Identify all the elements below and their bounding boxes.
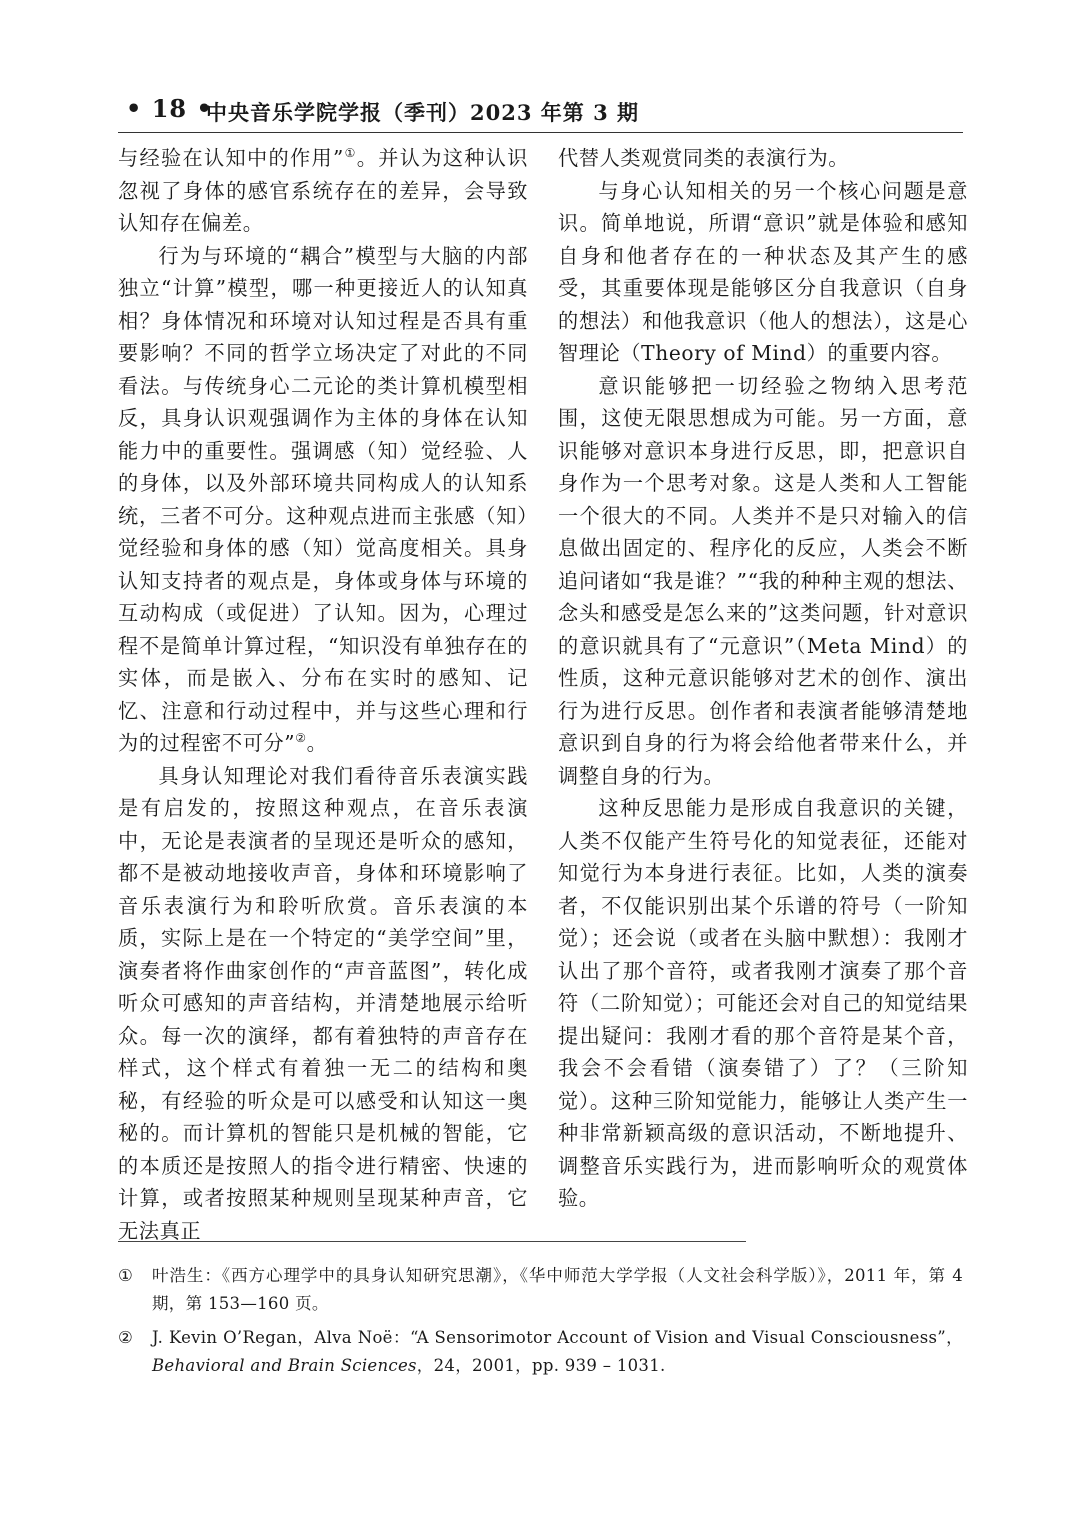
footnote-mark: ② [118, 1328, 134, 1347]
paragraph-text: 行为与环境的“耦合”模型与大脑的内部独立“计算”模型，哪一种更接近人的认知真相？身体情况和环境对认知过程是否具有重要影响？不同的哲学立场决定了对此的不同看法。与传统身心二元论的类计算机模型相反，具身认识观强调作为主体的身体在认知能力中的重要性。强调感（知）觉经验、人的身体，以及外部环境共同构成人的认知系统，三者不可分。这种观点进而主张感（知）觉经验和身体的感（知）觉高度相关。具身认知支持者的观点是，身体或身体与环境的互动构成（或促进）了认知。因为，心理过程不是简单计算过程，“知识没有单独存在的实体，而是嵌入、分布在实时的感知、记忆、注意和行动过程中，并与这些心理和行为的过程密不可分” [118, 243, 528, 755]
footnote-ref[interactable]: ② [295, 731, 307, 745]
paragraph: 与身心认知相关的另一个核心问题是意识。简单地说，所谓“意识”就是体验和感知自身和他者存在的一种状态及其产生的感受，其重要体现是能够区分自我意识（自身的想法）和他我意识（他人的想法），这是心智理论（Theory of Mind）的重要内容。 [558, 178, 968, 365]
right-column [558, 142, 968, 1215]
running-header [118, 92, 963, 133]
footnote-ref[interactable]: ① [343, 146, 357, 160]
paragraph [118, 142, 528, 240]
paragraph-text: 。 [306, 731, 328, 755]
page-number: • 18 • [126, 94, 213, 123]
paragraph-text: 与经验在认知中的作用” [118, 146, 344, 170]
paragraph [118, 240, 528, 760]
footnote [118, 1262, 963, 1318]
left-column [118, 142, 528, 1247]
footnote-text: 叶浩生：《西方心理学中的具身认知研究思潮》，《华中师范大学学报（人文社会科学版）》，2011 年，第 4 期，第 153—160 页。 [152, 1266, 963, 1313]
paragraph: 意识能够把一切经验之物纳入思考范围，这使无限思想成为可能。另一方面，意识能够对意识本身进行反思，即，把意识自身作为一个思考对象。这是人类和人工智能一个很大的不同。人类并不是只对输入的信息做出固定的、程序化的反应，人类会不断追问诸如“我是谁？”“我的种种主观的想法、念头和感受是怎么来的”这类问题，针对意识的意识就具有了“元意识”（Meta Mind）的性质，这种元意识能够对艺术的创作、演出行为进行反思。创作者和表演者能够清楚地意识到自身的行为将会给他者带来什么，并调整自身的行为。 [558, 373, 968, 788]
footnote [118, 1324, 963, 1380]
journal-title: 中央音乐学院学报（季刊）2023 年第 3 期 [206, 100, 639, 125]
paragraph: 具身认知理论对我们看待音乐表演实践是有启发的，按照这种观点，在音乐表演中，无论是表演者的呈现还是听众的感知，都不是被动地接收声音，身体和环境影响了音乐表演行为和聆听欣赏。音乐表演的本质，实际上是在一个特定的“美学空间”里，演奏者将作曲家创作的“声音蓝图”，转化成听众可感知的声音结构，并清楚地展示给听众。每一次的演绎，都有着独特的声音存在样式，这个样式有着独一无二的结构和奥秘，有经验的听众是可以感受和认知这一奥秘的。而计算机的智能只是机械的智能，它的本质还是按照人的指令进行精密、快速的计算，或者按照某种规则呈现某种声音，它无法真正 [118, 763, 528, 1243]
footnote-divider [118, 1241, 746, 1242]
footnotes [118, 1262, 963, 1386]
footnote-details: ，24，2001，pp. 939 – 1031. [416, 1356, 666, 1375]
paragraph-text: 。并认为这种认识忽视了身体的感官系统存在的差异，会导致认知存在偏差。 [118, 146, 529, 235]
footnote-authors: J. Kevin O’Regan，Alva Noë：“A Sensorimotor Account of Vision and Visual Consciousness”， [152, 1328, 963, 1347]
footnote-mark: ① [118, 1266, 134, 1285]
paragraph: 代替人类观赏同类的表演行为。 [558, 146, 850, 170]
paragraph: 这种反思能力是形成自我意识的关键，人类不仅能产生符号化的知觉表征，还能对知觉行为本身进行表征。比如，人类的演奏者，不仅能识别出某个乐谱的符号（一阶知觉）；还会说（或者在头脑中默想）：我刚才认出了那个音符，或者我刚才演奏了那个音符（二阶知觉）；可能还会对自己的知觉结果提出疑问：我刚才看的那个音符是某个音，我会不会看错（演奏错了）了？（三阶知觉）。这种三阶知觉能力，能够让人类产生一种非常新颖高级的意识活动，不断地提升、调整音乐实践行为，进而影响听众的观赏体验。 [558, 796, 968, 1210]
footnote-journal: Behavioral and Brain Sciences [152, 1356, 417, 1375]
